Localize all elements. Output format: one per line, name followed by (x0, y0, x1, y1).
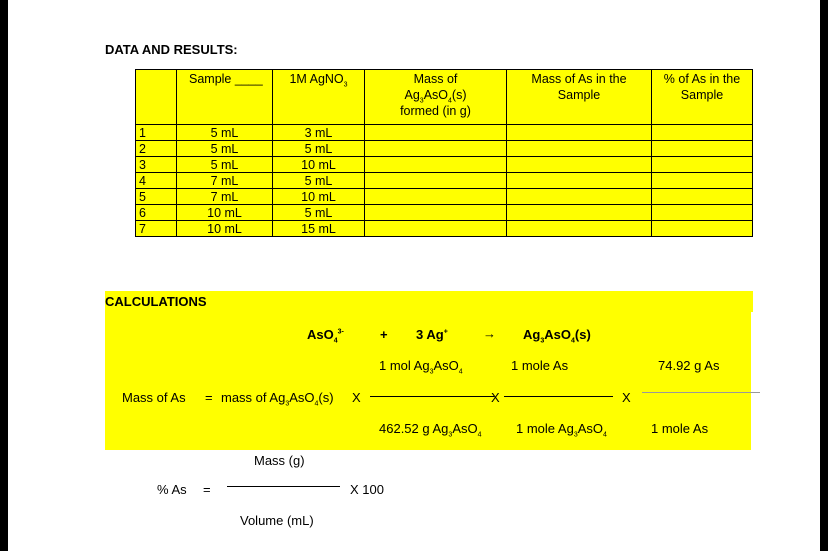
table-row (136, 125, 753, 141)
header-mass-ag3aso4: Mass of $Ag_3AsO_4(s)$ formed (in g) (365, 70, 507, 125)
mass-as-cell[interactable] (507, 205, 652, 221)
agno3-cell: 15 mL (273, 221, 365, 237)
fraction3-numerator: 74.92 g As (658, 358, 720, 373)
fraction1-denominator: 462.52 g $Ag_3AsO_4$ (379, 421, 482, 439)
mass-ag3aso4-cell[interactable] (365, 205, 507, 221)
table-row (136, 189, 753, 205)
pct-as-cell[interactable] (652, 189, 753, 205)
agno3-cell: 10 mL (273, 157, 365, 173)
mass-ag3aso4-cell[interactable] (365, 125, 507, 141)
pct-as-cell[interactable] (652, 125, 753, 141)
data-results-heading: DATA AND RESULTS: (105, 42, 238, 57)
percent-numerator: Mass (g) (254, 453, 305, 468)
agno3-cell: 3 mL (273, 125, 365, 141)
mass-as-cell[interactable] (507, 173, 652, 189)
row-number: 7 (136, 221, 177, 237)
times-sign-3: X (622, 390, 631, 405)
header-pct-as: % of As in the Sample (652, 70, 753, 125)
sample-cell: 7 mL (177, 173, 273, 189)
table-row (136, 157, 753, 173)
row-number: 5 (136, 189, 177, 205)
mass-as-cell[interactable] (507, 157, 652, 173)
row-number: 3 (136, 157, 177, 173)
pct-as-cell[interactable] (652, 157, 753, 173)
times-sign-2: X (491, 390, 500, 405)
mass-as-cell[interactable] (507, 221, 652, 237)
pct-as-cell[interactable] (652, 141, 753, 157)
mass-ag3aso4-cell[interactable] (365, 189, 507, 205)
times-100: X 100 (350, 482, 384, 497)
agno3-cell: 5 mL (273, 141, 365, 157)
pct-as-cell[interactable] (652, 221, 753, 237)
equals-sign: = (205, 390, 213, 405)
mass-ag3aso4-cell[interactable] (365, 173, 507, 189)
fraction2-bar (504, 396, 613, 397)
data-table (135, 69, 753, 237)
fraction2-denominator: 1 mole $Ag_3AsO_4$ (516, 421, 607, 439)
table-row (136, 221, 753, 237)
product-ag3aso4: $Ag_3AsO_4(s)$ (523, 327, 591, 345)
table-row (136, 141, 753, 157)
fraction1-numerator: 1 mol $Ag_3AsO_4$ (379, 358, 463, 376)
row-number: 2 (136, 141, 177, 157)
document-page (8, 0, 820, 551)
reaction-arrow: → (483, 326, 496, 341)
mass-ag3aso4-cell[interactable] (365, 157, 507, 173)
sample-cell: 5 mL (177, 125, 273, 141)
agno3-cell: 5 mL (273, 173, 365, 189)
fraction3-denominator: 1 mole As (651, 421, 709, 436)
mass-as-label: Mass of As (122, 390, 186, 405)
row-number: 4 (136, 173, 177, 189)
sample-cell: 7 mL (177, 189, 273, 205)
percent-fraction-bar (227, 486, 340, 487)
pct-as-cell[interactable] (652, 173, 753, 189)
fraction2-numerator: 1 mole As (511, 358, 569, 373)
header-mass-as: Mass of As in the Sample (507, 70, 652, 125)
percent-as-label: % As (157, 482, 187, 497)
mass-ag3aso4-term: mass of $Ag_3AsO_4(s)$ (221, 390, 334, 408)
fraction3-bar (642, 392, 760, 393)
calculations-heading: CALCULATIONS (105, 294, 207, 309)
sample-cell: 10 mL (177, 221, 273, 237)
sample-cell: 5 mL (177, 157, 273, 173)
mass-as-cell[interactable] (507, 141, 652, 157)
pct-as-cell[interactable] (652, 205, 753, 221)
reactant-ag: 3 Ag+ (416, 327, 448, 342)
times-sign-1: X (352, 390, 361, 405)
table-header-row (136, 70, 753, 125)
table-row (136, 173, 753, 189)
header-agno3: 1M AgNO$_3$ (273, 70, 365, 125)
mass-as-cell[interactable] (507, 189, 652, 205)
sample-cell: 10 mL (177, 205, 273, 221)
mass-ag3aso4-cell[interactable] (365, 141, 507, 157)
header-sample: Sample ____ (177, 70, 273, 125)
agno3-cell: 10 mL (273, 189, 365, 205)
mass-as-cell[interactable] (507, 125, 652, 141)
sample-cell: 5 mL (177, 141, 273, 157)
agno3-cell: 5 mL (273, 205, 365, 221)
fraction1-bar (370, 396, 494, 397)
reactant-aso4: AsO$_4^{3-}$ (307, 327, 344, 345)
mass-ag3aso4-cell[interactable] (365, 221, 507, 237)
header-number (136, 70, 177, 125)
row-number: 1 (136, 125, 177, 141)
row-number: 6 (136, 205, 177, 221)
plus-sign: + (380, 327, 388, 342)
percent-equals-sign: = (203, 482, 211, 497)
table-row (136, 205, 753, 221)
percent-denominator: Volume (mL) (240, 513, 314, 528)
